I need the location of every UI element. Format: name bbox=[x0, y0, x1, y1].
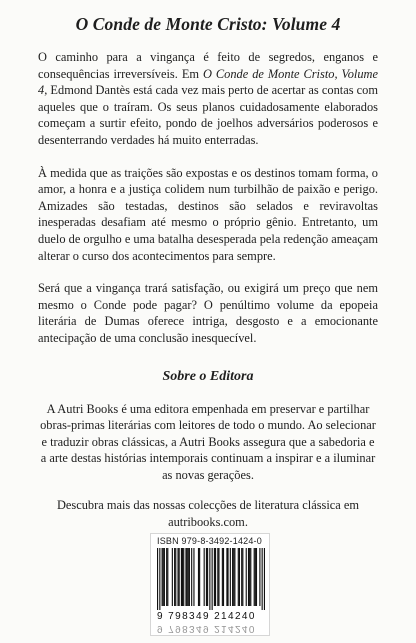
blurb-paragraph-1 bbox=[38, 49, 378, 149]
barcode-bars bbox=[157, 548, 265, 610]
publisher-paragraph-2: Descubra mais das nossas colecções de literatura clássica em autribooks.com. bbox=[56, 498, 360, 530]
barcode-bar bbox=[249, 548, 250, 606]
publisher-heading: Sobre o Editora bbox=[162, 368, 254, 384]
barcode-bar bbox=[234, 548, 235, 606]
barcode-bar bbox=[217, 548, 218, 606]
barcode-bar bbox=[233, 548, 234, 606]
barcode-bar bbox=[214, 548, 215, 606]
barcode-bar bbox=[167, 548, 168, 606]
blurb-paragraph-3: Será que a vingança trará satisfação, ou exigirá um preço que nem mesmo o Conde pode pagar? O penúltimo volume da epopeia literária de Dumas oferece intriga, desgosto e a emocionante antecipação de uma conclusão inesquecível. bbox=[38, 281, 378, 345]
blurb-p1-text-b: , Edmond Dantès está cada vez mais perto de acertar as contas com aqueles que o traíram. Os seus planos cuidadosamente elaborados começam a surtir efeito, pondo de joelhos adversários poderosos e desenterrando verdades há muito enterradas. bbox=[38, 83, 378, 147]
barcode-bar bbox=[179, 548, 180, 606]
blurb-paragraph-2: À medida que as traições são expostas e os destinos tomam forma, o amor, a honra e a justiça colidem num turbilhão de paixão e perigo. Amizades são testadas, destinos são selados e reviravoltas inesperadas desafiam até mesmo o próprio gênio. Entretanto, um duelo de orgulho e uma batalha desesperada pela redenção ameaçam alterar o curso dos acontecimentos para sempre. bbox=[38, 165, 379, 263]
barcode-bar bbox=[262, 548, 263, 610]
barcode-bar bbox=[163, 548, 164, 606]
barcode-bar bbox=[246, 548, 247, 606]
barcode-bar bbox=[175, 548, 176, 606]
barcode-bar bbox=[183, 548, 184, 606]
barcode-bar bbox=[226, 548, 227, 606]
barcode-bar bbox=[222, 548, 223, 606]
barcode-bar bbox=[256, 548, 257, 606]
barcode-bar bbox=[254, 548, 255, 606]
barcode-bar bbox=[199, 548, 200, 606]
barcode-bar bbox=[248, 548, 249, 606]
barcode-bar bbox=[172, 548, 173, 606]
barcode-digits: 9 798349 214240 bbox=[157, 611, 256, 622]
barcode-digits-reflection: 9 798349 214240 bbox=[157, 623, 256, 634]
barcode-bar bbox=[188, 548, 189, 606]
barcode-bar bbox=[227, 548, 228, 606]
barcode-bar bbox=[232, 548, 233, 606]
barcode-bar bbox=[238, 548, 239, 606]
blurb-p1-book-title: O Conde de Monte Cristo, Volume 4 bbox=[38, 66, 378, 98]
barcode-bar bbox=[164, 548, 165, 606]
barcode-bar bbox=[230, 548, 231, 606]
barcode-bar bbox=[264, 548, 265, 610]
barcode-bar bbox=[223, 548, 224, 606]
barcode-bar bbox=[191, 548, 192, 606]
barcode-bar bbox=[166, 548, 167, 606]
barcode-bar bbox=[250, 548, 251, 606]
blurb-p1-text-a: O caminho para a vingança é feito de segredos, enganos e consequências irreversíveis. Em bbox=[38, 50, 378, 81]
barcode-bar bbox=[198, 548, 199, 606]
barcode-bar bbox=[181, 548, 182, 606]
publisher-section bbox=[38, 401, 378, 531]
barcode-bar bbox=[193, 548, 194, 606]
barcode-bar bbox=[241, 548, 242, 606]
barcode-bar bbox=[204, 548, 205, 606]
barcode-bar bbox=[215, 548, 216, 606]
barcode-bar bbox=[255, 548, 256, 606]
barcode-bar bbox=[157, 548, 158, 610]
barcode-bar bbox=[177, 548, 178, 606]
publisher-paragraph-1: A Autri Books é uma editora empenhada em preservar e partilhar obras-primas literárias com leitores de todo o mundo. Ao selecionar e traduzir obras clássicas, a Autri Books assegura que a sabedoria e a arte destas histórias intemporais continuam a inspirar e a iluminar as novas gerações. bbox=[40, 401, 376, 482]
barcode-bar bbox=[162, 548, 163, 606]
barcode-bar bbox=[185, 548, 186, 606]
barcode-bar bbox=[239, 548, 240, 606]
barcode-bar bbox=[212, 548, 213, 610]
barcode-bar bbox=[242, 548, 243, 606]
isbn-label: ISBN 979-8-3492-1424-0 bbox=[157, 536, 262, 546]
barcode-bar bbox=[159, 548, 160, 610]
isbn-barcode bbox=[150, 533, 270, 636]
book-title: O Conde de Monte Cristo: Volume 4 bbox=[75, 14, 341, 34]
blurb bbox=[38, 49, 378, 347]
barcode-bar bbox=[218, 548, 219, 606]
barcode-bar bbox=[187, 548, 188, 606]
barcode-bar bbox=[182, 548, 183, 606]
barcode-bar bbox=[259, 548, 260, 606]
barcode-bar bbox=[207, 548, 208, 606]
barcode-bar bbox=[189, 548, 190, 606]
barcode-bar bbox=[206, 548, 207, 606]
barcode-bar bbox=[209, 548, 210, 610]
barcode-bar bbox=[174, 548, 175, 606]
